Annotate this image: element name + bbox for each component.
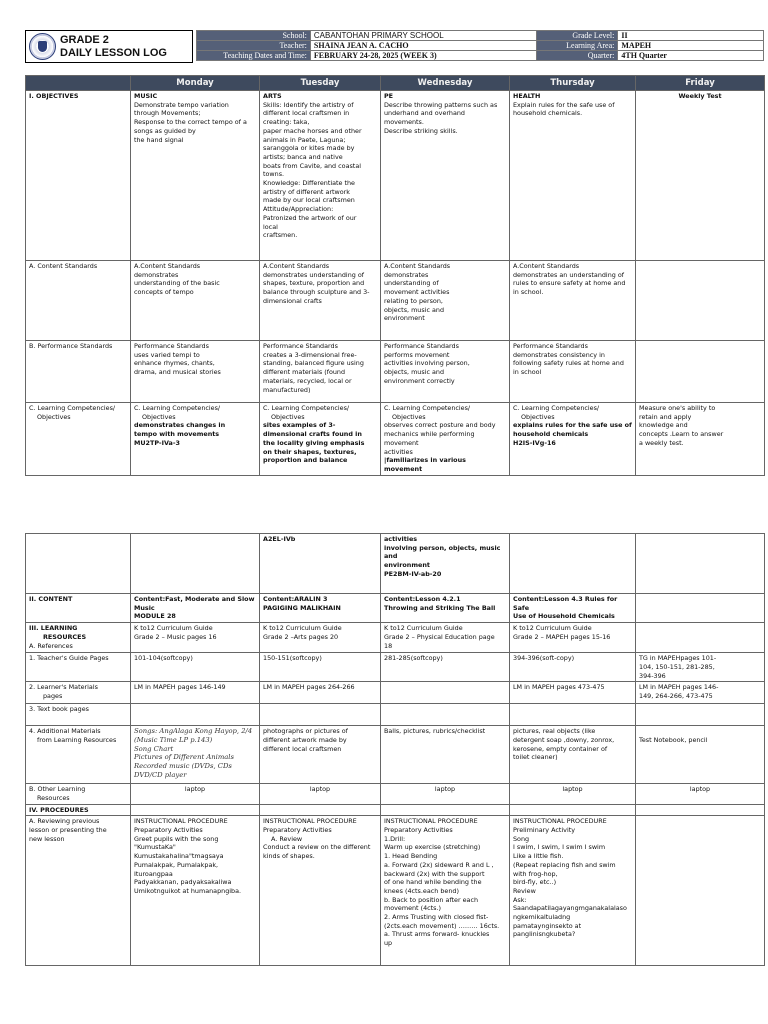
- resources-monday: K to12 Curriculum Guide Grade 2 – Music pages 16: [131, 623, 260, 653]
- continuation-thursday: [510, 534, 636, 594]
- row-label: II. CONTENT: [26, 594, 131, 623]
- competencies-friday: Measure one's ability to retain and apply knowledge and concepts .Learn to answer a weekly test.: [636, 403, 765, 476]
- content-monday: Content:Fast, Moderate and Slow Music MODULE 28: [131, 594, 260, 623]
- performance-standards-wednesday: Performance Standards performs movement activities involving person, objects, music and environment correctly: [381, 341, 510, 403]
- competencies-monday: C. Learning Competencies/ Objectives demonstrates changes in tempo with movements MU2TP-IVa-3: [131, 403, 260, 476]
- textbook-tuesday: [260, 704, 381, 726]
- row-label: B. Performance Standards: [26, 341, 131, 403]
- content-thursday: Content:Lesson 4.3 Rules for Safe Use of Household Chemicals: [510, 594, 636, 623]
- day-header-thursday: Thursday: [510, 76, 636, 91]
- row-label: C. Learning Competencies/ Objectives: [26, 403, 131, 476]
- resources-tuesday: K to12 Curriculum Guide Grade 2 –Arts pages 20: [260, 623, 381, 653]
- additional-thursday: pictures, real objects (like detergent soap ,downy, zonrox, kerosene, empty container of toilet cleaner): [510, 726, 636, 784]
- row-label: 3. Text book pages: [26, 704, 131, 726]
- school-value: CABANTOHAN PRIMARY SCHOOL: [310, 31, 536, 41]
- competencies-thursday: C. Learning Competencies/ Objectives explains rules for the safe use of household chemicals H2IS-IVg-16: [510, 403, 636, 476]
- content-friday: [636, 594, 765, 623]
- teachers-guide-tuesday: 150-151(softcopy): [260, 653, 381, 682]
- header-info-table: [196, 30, 764, 61]
- resources-row: [26, 623, 765, 653]
- row-label: 4. Additional Materials from Learning Resources: [26, 726, 131, 784]
- continuation-wednesday: activities involving person, objects, music and environment PE2BM-IV-ab-20: [381, 534, 510, 594]
- continuation-friday: [636, 534, 765, 594]
- teacher-label: Teacher:: [197, 41, 311, 51]
- other-tuesday: laptop: [260, 784, 381, 804]
- row-label: III. LEARNING RESOURCES A. References: [26, 623, 131, 653]
- grade-level-label: Grade Level:: [536, 31, 618, 41]
- other-thursday: laptop: [510, 784, 636, 804]
- textbook-thursday: [510, 704, 636, 726]
- lesson-log-table-1: [25, 75, 765, 476]
- competencies-tuesday: C. Learning Competencies/ Objectives sites examples of 3- dimensional crafts found in the locality giving emphasis on their shapes, textures, proportion and balance: [260, 403, 381, 476]
- additional-wednesday: Balls, pictures, rubrics/checklist: [381, 726, 510, 784]
- competencies-continuation-row: [26, 534, 765, 594]
- objectives-friday: Weekly Test: [636, 91, 765, 261]
- additional-friday: Test Notebook, pencil: [636, 726, 765, 784]
- other-wednesday: laptop: [381, 784, 510, 804]
- content-tuesday: Content:ARALIN 3 PAGIGING MALIKHAIN: [260, 594, 381, 623]
- row-label: 2. Learner's Materials pages: [26, 682, 131, 704]
- additional-tuesday: photographs or pictures of different artwork made by different local craftsmen: [260, 726, 381, 784]
- learners-materials-thursday: LM in MAPEH pages 473-475: [510, 682, 636, 704]
- school-label: School:: [197, 31, 311, 41]
- objectives-row: [26, 91, 765, 261]
- row-label: I. OBJECTIVES: [26, 91, 131, 261]
- reviewing-friday: [636, 816, 765, 966]
- dates-label: Teaching Dates and Time:: [197, 51, 311, 61]
- additional-materials-row: [26, 726, 765, 784]
- dates-value: FEBRUARY 24-28, 2025 (WEEK 3): [310, 51, 536, 61]
- learners-materials-row: [26, 682, 765, 704]
- log-title: DAILY LESSON LOG: [60, 47, 167, 59]
- grade-level-value: II: [618, 31, 764, 41]
- content-standards-tuesday: A.Content Standards demonstrates understanding of shapes, texture, proportion and balance through sculpture and 3- dimensional crafts: [260, 261, 381, 341]
- textbook-friday: [636, 704, 765, 726]
- grade-title: GRADE 2: [60, 34, 109, 46]
- objectives-thursday: HEALTH Explain rules for the safe use of household chemicals.: [510, 91, 636, 261]
- competencies-wednesday: C. Learning Competencies/ Objectives observes correct posture and body mechanics while performing movement activities |familiarizes in various movement: [381, 403, 510, 476]
- content-standards-thursday: A.Content Standards demonstrates an understanding of rules to ensure safety at home and in school.: [510, 261, 636, 341]
- corner-header: [26, 76, 131, 91]
- teachers-guide-thursday: 394-396(soft-copy): [510, 653, 636, 682]
- content-standards-monday: A.Content Standards demonstrates understanding of the basic concepts of tempo: [131, 261, 260, 341]
- textbook-wednesday: [381, 704, 510, 726]
- quarter-value: 4TH Quarter: [618, 51, 764, 61]
- title-text: [60, 34, 167, 60]
- deped-seal-icon: [29, 33, 56, 60]
- content-standards-friday: [636, 261, 765, 341]
- objectives-monday: MUSIC Demonstrate tempo variation through Movements; Response to the correct tempo of a songs as guided by the hand signal: [131, 91, 260, 261]
- learning-area-value: MAPEH: [618, 41, 764, 51]
- reviewing-wednesday: INSTRUCTIONAL PROCEDURE Preparatory Activities 1.Drill: Warm up exercise (stretching) 1. Head Bending a. Forward (2x) sideward R and L , backward (2x) with the support of one hand while bending the knees (4cts.each bend) b. Back to position after each movement (4cts.) 2. Arms Trusting with closed fist- (2cts.each movement) ……… 16cts. a. Thrust arms forward- knuckles up: [381, 816, 510, 966]
- teachers-guide-row: [26, 653, 765, 682]
- additional-monday: Songs: AngAlaga Kong Hayop, 2/4 (Music Time LP p.143) Song Chart Pictures of Different Animals Recorded music (DVDs, CDs DVD/CD player: [131, 726, 260, 784]
- row-label: B. Other Learning Resources: [26, 784, 131, 804]
- objectives-tuesday: ARTS Skills: Identify the artistry of different local craftsmen in creating: taka, paper mache horses and other animals in Paete, Laguna; saranggola or kites made by artists; banca and native boats from Cavite, and coastal towns. Knowledge: Differentiate the artistry of different artwork made by our local craftsmen Attitude/Appreciation: Patronized the artwork of our local craftsmen.: [260, 91, 381, 261]
- continuation-monday: [131, 534, 260, 594]
- resources-wednesday: K to12 Curriculum Guide Grade 2 – Physical Education page 18: [381, 623, 510, 653]
- content-row: [26, 594, 765, 623]
- title-box: [25, 30, 193, 63]
- content-wednesday: Content:Lesson 4.2.1 Throwing and Striking The Ball: [381, 594, 510, 623]
- learners-materials-friday: LM in MAPEH pages 146- 149, 264-266, 473-475: [636, 682, 765, 704]
- reviewing-row: [26, 816, 765, 966]
- reviewing-tuesday: INSTRUCTIONAL PROCEDURE Preparatory Activities A. Review Conduct a review on the different kinds of shapes.: [260, 816, 381, 966]
- continuation-tuesday: A2EL-IVb: [260, 534, 381, 594]
- content-standards-row: [26, 261, 765, 341]
- teachers-guide-friday: TG in MAPEHpages 101- 104, 150-151, 281-285, 394-396: [636, 653, 765, 682]
- resources-thursday: K to12 Curriculum Guide Grade 2 – MAPEH pages 15-16: [510, 623, 636, 653]
- competencies-row: [26, 403, 765, 476]
- performance-standards-friday: [636, 341, 765, 403]
- teachers-guide-wednesday: 281-285(softcopy): [381, 653, 510, 682]
- resources-friday: [636, 623, 765, 653]
- quarter-label: Quarter:: [536, 51, 618, 61]
- performance-standards-monday: Performance Standards uses varied tempi to enhance rhymes, chants, drama, and musical stories: [131, 341, 260, 403]
- other-friday: laptop: [636, 784, 765, 804]
- teachers-guide-monday: 101-104(softcopy): [131, 653, 260, 682]
- row-label: A. Reviewing previous lesson or presenting the new lesson: [26, 816, 131, 966]
- continuation-label: [26, 534, 131, 594]
- row-label: A. Content Standards: [26, 261, 131, 341]
- learners-materials-wednesday: [381, 682, 510, 704]
- performance-standards-thursday: Performance Standards demonstrates consistency in following safety rules at home and in school: [510, 341, 636, 403]
- row-label: IV. PROCEDURES: [26, 804, 131, 816]
- teacher-value: SHAINA JEAN A. CACHO: [310, 41, 536, 51]
- performance-standards-row: [26, 341, 765, 403]
- other-monday: laptop: [131, 784, 260, 804]
- textbook-monday: [131, 704, 260, 726]
- performance-standards-tuesday: Performance Standards creates a 3-dimensional free- standing, balanced figure using different materials (found materials, recycled, local or manufactured): [260, 341, 381, 403]
- day-header-monday: Monday: [131, 76, 260, 91]
- day-header-tuesday: Tuesday: [260, 76, 381, 91]
- reviewing-monday: INSTRUCTIONAL PROCEDURE Preparatory Activities Greet pupils with the song "KumustaKa" Kumustakahalina"tmagsaya Pumalakpak, Pumalakpak, Ituroangpaa Padyakkanan, padyaksakaliwa Umikotnguikot at humanapngiba.: [131, 816, 260, 966]
- day-header-wednesday: Wednesday: [381, 76, 510, 91]
- objectives-wednesday: PE Describe throwing patterns such as underhand and overhand movements. Describe striking skills.: [381, 91, 510, 261]
- learners-materials-tuesday: LM in MAPEH pages 264-266: [260, 682, 381, 704]
- procedures-row: [26, 804, 765, 816]
- content-standards-wednesday: A.Content Standards demonstrates understanding of movement activities relating to person, objects, music and environment: [381, 261, 510, 341]
- row-label: 1. Teacher's Guide Pages: [26, 653, 131, 682]
- other-resources-row: [26, 784, 765, 804]
- day-header-friday: Friday: [636, 76, 765, 91]
- textbook-row: [26, 704, 765, 726]
- reviewing-thursday: INSTRUCTIONAL PROCEDURE Preliminary Activity Song I swim, I swim, I swim I swim Like a little fish. (Repeat replacing fish and swim with frog-hop, bird-fly, etc..) Review Ask: Saandapatilagayangmganakalalaso ngkemikaltuladng pamataynginsekto at panglinisngkubeta?: [510, 816, 636, 966]
- lesson-log-table-2: [25, 533, 765, 966]
- learners-materials-monday: LM in MAPEH pages 146-149: [131, 682, 260, 704]
- learning-area-label: Learning Area:: [536, 41, 618, 51]
